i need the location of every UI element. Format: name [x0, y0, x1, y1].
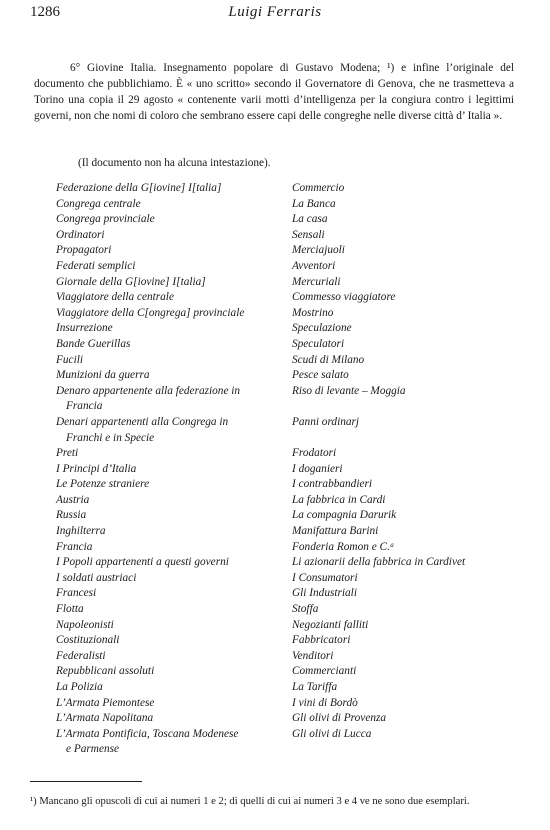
code-term: Le Potenze straniere: [56, 478, 150, 491]
code-row: [56, 337, 516, 353]
code-meaning: Sensali: [292, 228, 325, 241]
footnote: ¹) Mancano gli opuscoli di cui ai numeri 1 e 2; di quelli di cui ai numeri 3 e 4 ve ne sono due esemplari.: [30, 796, 470, 807]
code-term: I Principi d’Italia: [56, 462, 137, 475]
code-row: [56, 618, 516, 634]
code-term: Federalisti: [56, 649, 106, 662]
running-title: Luigi Ferraris: [228, 4, 322, 20]
code-row: [56, 727, 516, 743]
code-row: [56, 243, 516, 259]
code-term: I soldati austriaci: [56, 571, 137, 584]
code-meaning: Scudi di Milano: [292, 353, 365, 366]
code-row: [56, 493, 516, 509]
code-table: [56, 181, 516, 758]
code-row: [56, 399, 516, 415]
code-meaning: Commercio: [292, 182, 345, 194]
code-row: [56, 275, 516, 291]
code-row: [56, 524, 516, 540]
code-row: [56, 711, 516, 727]
code-row: [56, 664, 516, 680]
code-term: Costituzionali: [56, 634, 120, 647]
code-term: Napoleonisti: [56, 618, 114, 631]
code-row: [56, 477, 516, 493]
code-meaning: Negozianti falliti: [292, 618, 369, 631]
code-term: Federazione della G[iovine] I[talia]: [56, 182, 222, 194]
code-meaning: Fonderia Romon e C.ᵃ: [292, 540, 395, 553]
code-meaning: La fabbrica in Cardi: [292, 493, 386, 506]
code-term: Preti: [56, 447, 79, 460]
code-meaning: La Banca: [292, 197, 336, 210]
code-row: [56, 586, 516, 602]
code-meaning: Gli olivi di Provenza: [292, 712, 387, 725]
code-meaning: Commercianti: [292, 665, 357, 678]
code-row: [56, 228, 516, 244]
code-term: Denari appartenenti alla Congrega in: [56, 415, 229, 428]
code-term: Inghilterra: [56, 525, 106, 538]
code-term: Viaggiatore della C[ongrega] provinciale: [56, 306, 245, 319]
intro-paragraph: [34, 60, 514, 124]
code-term: Ordinatori: [56, 228, 105, 241]
code-meaning: I vini di Bordò: [292, 696, 358, 709]
code-meaning: I contrabbandieri: [292, 478, 373, 491]
code-meaning: [302, 431, 516, 447]
code-meaning: Fabbricatori: [292, 634, 351, 647]
code-row: [56, 508, 516, 524]
code-term: L’Armata Napolitana: [56, 712, 154, 725]
code-meaning: La casa: [292, 213, 328, 226]
code-meaning: [302, 742, 516, 758]
code-meaning: Gli olivi di Lucca: [292, 727, 372, 740]
code-row: [56, 290, 516, 306]
code-row: [56, 680, 516, 696]
code-term: e Parmense: [66, 743, 120, 756]
code-meaning: Frodatori: [292, 447, 337, 460]
code-meaning: Merciajuoli: [292, 244, 345, 257]
code-term: La Polizia: [56, 681, 103, 693]
page-header: [30, 4, 520, 28]
code-meaning: Speculatori: [292, 337, 345, 350]
code-term: Giornale della G[iovine] I[talia]: [56, 275, 206, 288]
code-meaning: Avventori: [292, 259, 336, 272]
code-meaning: Li azionarii della fabbrica in Cardivet: [292, 556, 466, 569]
code-row: [56, 321, 516, 337]
code-meaning: La compagnia Darurik: [292, 509, 397, 522]
code-row: [56, 540, 516, 556]
code-meaning: Pesce salato: [292, 369, 349, 382]
code-term: Congrega centrale: [56, 197, 141, 210]
code-meaning: Panni ordinarj: [292, 415, 360, 428]
code-term: Congrega provinciale: [56, 213, 155, 226]
code-row: [56, 571, 516, 587]
code-meaning: La Tariffa: [292, 681, 338, 693]
code-term: Bande Guerillas: [56, 337, 131, 350]
code-row: [56, 212, 516, 228]
code-term: Fucili: [56, 353, 83, 366]
page-number: 1286: [30, 4, 60, 20]
code-term: Viaggiatore della centrale: [56, 291, 174, 304]
code-meaning: I doganieri: [292, 462, 343, 475]
code-term: Flotta: [56, 603, 84, 616]
code-term: Austria: [56, 493, 90, 506]
code-row: [56, 462, 516, 478]
intro-text: 6° Giovine Italia. Insegnamento popolare di Gustavo Modena; ¹) e infine l’originale del documento che pubblichiamo. È « uno scritto» secondo il Governatore di Genova, che ne trasmetteva a Torino una copia il 29 agosto « contenente varii motti d’intelligenza per la congiura contro i legittimi governi, non che nomi di coloro che sembrano essere capi delle congreghe nelle diverse città d’ Italia ».: [34, 62, 514, 122]
code-term: Denaro appartenente alla federazione in: [56, 384, 241, 397]
code-term: Federati semplici: [56, 259, 136, 272]
code-row: [56, 384, 516, 400]
code-term: Francia: [66, 400, 103, 413]
code-row: [56, 431, 516, 447]
code-row: [56, 555, 516, 571]
code-meaning: Commesso viaggiatore: [292, 291, 396, 304]
code-term: Russia: [56, 509, 87, 522]
code-row: [56, 696, 516, 712]
code-row: [56, 181, 516, 197]
code-row: [56, 602, 516, 618]
footnote-rule: [30, 781, 142, 782]
code-term: Munizioni da guerra: [56, 369, 150, 382]
document-note: (Il documento non ha alcuna intestazione).: [78, 157, 271, 169]
code-meaning: Gli Industriali: [292, 587, 357, 600]
code-row: [56, 197, 516, 213]
code-term: Francia: [56, 540, 93, 553]
code-term: I Popoli appartenenti a questi governi: [56, 556, 229, 569]
code-meaning: Mostrino: [292, 306, 334, 319]
code-row: [56, 649, 516, 665]
code-term: Repubblicani assoluti: [56, 665, 155, 678]
code-row: [56, 633, 516, 649]
code-term: Propagatori: [56, 244, 112, 257]
code-term: L’Armata Pontificia, Toscana Modenese: [56, 727, 239, 740]
code-term: Francesi: [56, 587, 97, 600]
code-term: Insurrezione: [56, 322, 113, 335]
code-row: [56, 306, 516, 322]
code-term: L’Armata Piemontese: [56, 696, 155, 709]
code-meaning: Speculazione: [292, 322, 352, 335]
code-row: [56, 353, 516, 369]
code-meaning: Manifattura Barini: [292, 525, 379, 538]
code-term: Franchi e in Specie: [66, 431, 155, 444]
code-row: [56, 259, 516, 275]
code-meaning: I Consumatori: [292, 571, 358, 584]
code-row: [56, 446, 516, 462]
code-meaning: Stoffa: [292, 603, 319, 616]
code-meaning: Riso di levante – Moggia: [292, 384, 406, 397]
code-meaning: [302, 399, 516, 415]
code-row: [56, 415, 516, 431]
code-meaning: Venditori: [292, 649, 334, 662]
code-meaning: Mercuriali: [292, 275, 341, 288]
code-row: [56, 742, 516, 758]
code-row: [56, 368, 516, 384]
